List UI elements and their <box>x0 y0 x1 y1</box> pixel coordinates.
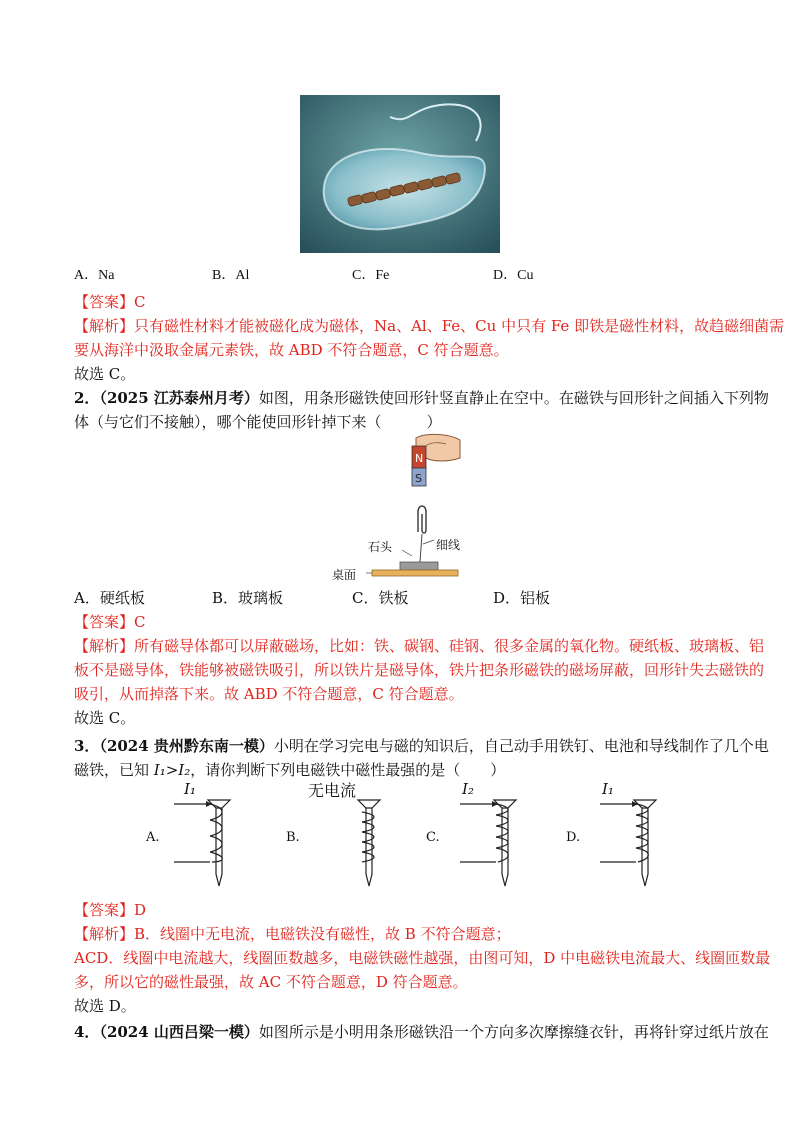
q2-source: （2025 江苏泰州月考） <box>99 389 259 407</box>
desk-label: 桌面 <box>332 568 357 582</box>
q2-option-b: B．玻璃板 <box>212 589 284 607</box>
fig-d-current: I₁ <box>602 780 614 798</box>
q3-answer: 【答案】D <box>74 901 147 919</box>
fig-a-current: I₁ <box>184 780 196 798</box>
electromagnet-figures <box>140 782 680 892</box>
q3-explanation-2: ACD．线圈中电流越大，线圈匝数越多，电磁铁磁性越强，由图可知，D 中电磁铁电流最大、线圈匝数最 <box>74 949 771 967</box>
q2-stem-1 <box>74 388 769 408</box>
north-pole-label: N <box>415 452 424 465</box>
nail-b <box>358 800 380 886</box>
q2-explanation-1: 【解析】所有磁导体都可以屏蔽磁场，比如：铁、碳钢、硅钢、很多金属的氧化物。硬纸板、玻璃板、铝 <box>74 637 765 655</box>
q1-explanation-1: 【解析】只有磁性材料才能被磁化成为磁体，Na、Al、Fe、Cu 中只有 Fe 即铁是磁性材料，故趋磁细菌需 <box>74 317 785 335</box>
q4-source: （2024 山西吕梁一模） <box>99 1023 259 1041</box>
q2-explanation-2: 板不是磁导体，铁能够被磁铁吸引，所以铁片是磁导体，铁片把条形磁铁的磁场屏蔽，回形针失去磁铁的 <box>74 661 765 679</box>
q3-stem-1 <box>74 736 769 756</box>
q2-number: 2． <box>74 389 100 407</box>
q3-explanation-3: 多，所以它的磁性最强，故 AC 不符合题意，D 符合题意。 <box>74 973 468 991</box>
q2-stem-2: 体（与它们不接触），哪个能使回形针掉下来（ ） <box>74 413 442 431</box>
q2-stem-text: 如图，用条形磁铁使回形针竖直静止在空中。在磁铁与回形针之间插入下列物 <box>258 389 769 407</box>
nail-a <box>174 800 230 886</box>
nail-c <box>460 800 516 886</box>
q2-answer: 【答案】C <box>74 613 146 631</box>
fig-d-letter: D. <box>566 830 581 845</box>
q4-number: 4． <box>74 1023 100 1041</box>
q3-stem-2-b: ，请你判断下列电磁铁中磁性最强的是（ ） <box>190 761 506 779</box>
q1-answer: 【答案】C <box>74 293 146 311</box>
option-d: D．Cu <box>493 268 534 283</box>
magnetotactic-bacteria-image <box>300 95 500 253</box>
thread-label: 细线 <box>436 538 461 552</box>
q3-stem-2 <box>74 760 505 780</box>
q3-stem-text: 小明在学习完电与磁的知识后，自己动手用铁钉、电池和导线制作了几个电 <box>273 737 769 755</box>
fig-c-current: I₂ <box>462 780 474 798</box>
q2-option-d: D．铝板 <box>493 589 551 607</box>
q3-source: （2024 贵州黔东南一模） <box>99 737 274 755</box>
q3-number: 3． <box>74 737 100 755</box>
stone-label: 石头 <box>368 540 393 554</box>
fig-a-letter: A. <box>146 830 160 845</box>
fig-c-letter: C. <box>426 830 440 845</box>
q3-conclusion: 故选 D。 <box>74 997 136 1015</box>
q3-stem-2-a: 磁铁，已知 <box>74 761 154 779</box>
q4-stem-text: 如图所示是小明用条形磁铁沿一个方向多次摩擦缝衣针，再将针穿过纸片放在 <box>258 1023 769 1041</box>
option-b: B．Al <box>212 268 250 283</box>
q2-option-c: C．铁板 <box>352 589 409 607</box>
q3-explanation-1: 【解析】B．线圈中无电流，电磁铁没有磁性，故 B 不符合题意； <box>74 925 511 943</box>
q2-explanation-3: 吸引，从而掉落下来。故 ABD 不符合题意，C 符合题意。 <box>74 685 464 703</box>
nail-d <box>600 800 656 886</box>
option-c: C．Fe <box>352 268 390 283</box>
fig-b-letter: B. <box>286 830 300 845</box>
option-a: A．Na <box>74 268 115 283</box>
q2-conclusion: 故选 C。 <box>74 709 136 727</box>
fig-b-current: 无电流 <box>308 781 357 800</box>
south-pole-label: S <box>415 472 422 485</box>
q1-conclusion: 故选 C。 <box>74 365 136 383</box>
q2-option-a: A．硬纸板 <box>74 589 145 607</box>
q3-condition: I₁>I₂ <box>153 761 191 779</box>
q4-stem-1 <box>74 1022 769 1042</box>
q1-explanation-2: 要从海洋中汲取金属元素铁，故 ABD 不符合题意，C 符合题意。 <box>74 341 509 359</box>
magnet-paperclip-figure <box>330 432 470 582</box>
